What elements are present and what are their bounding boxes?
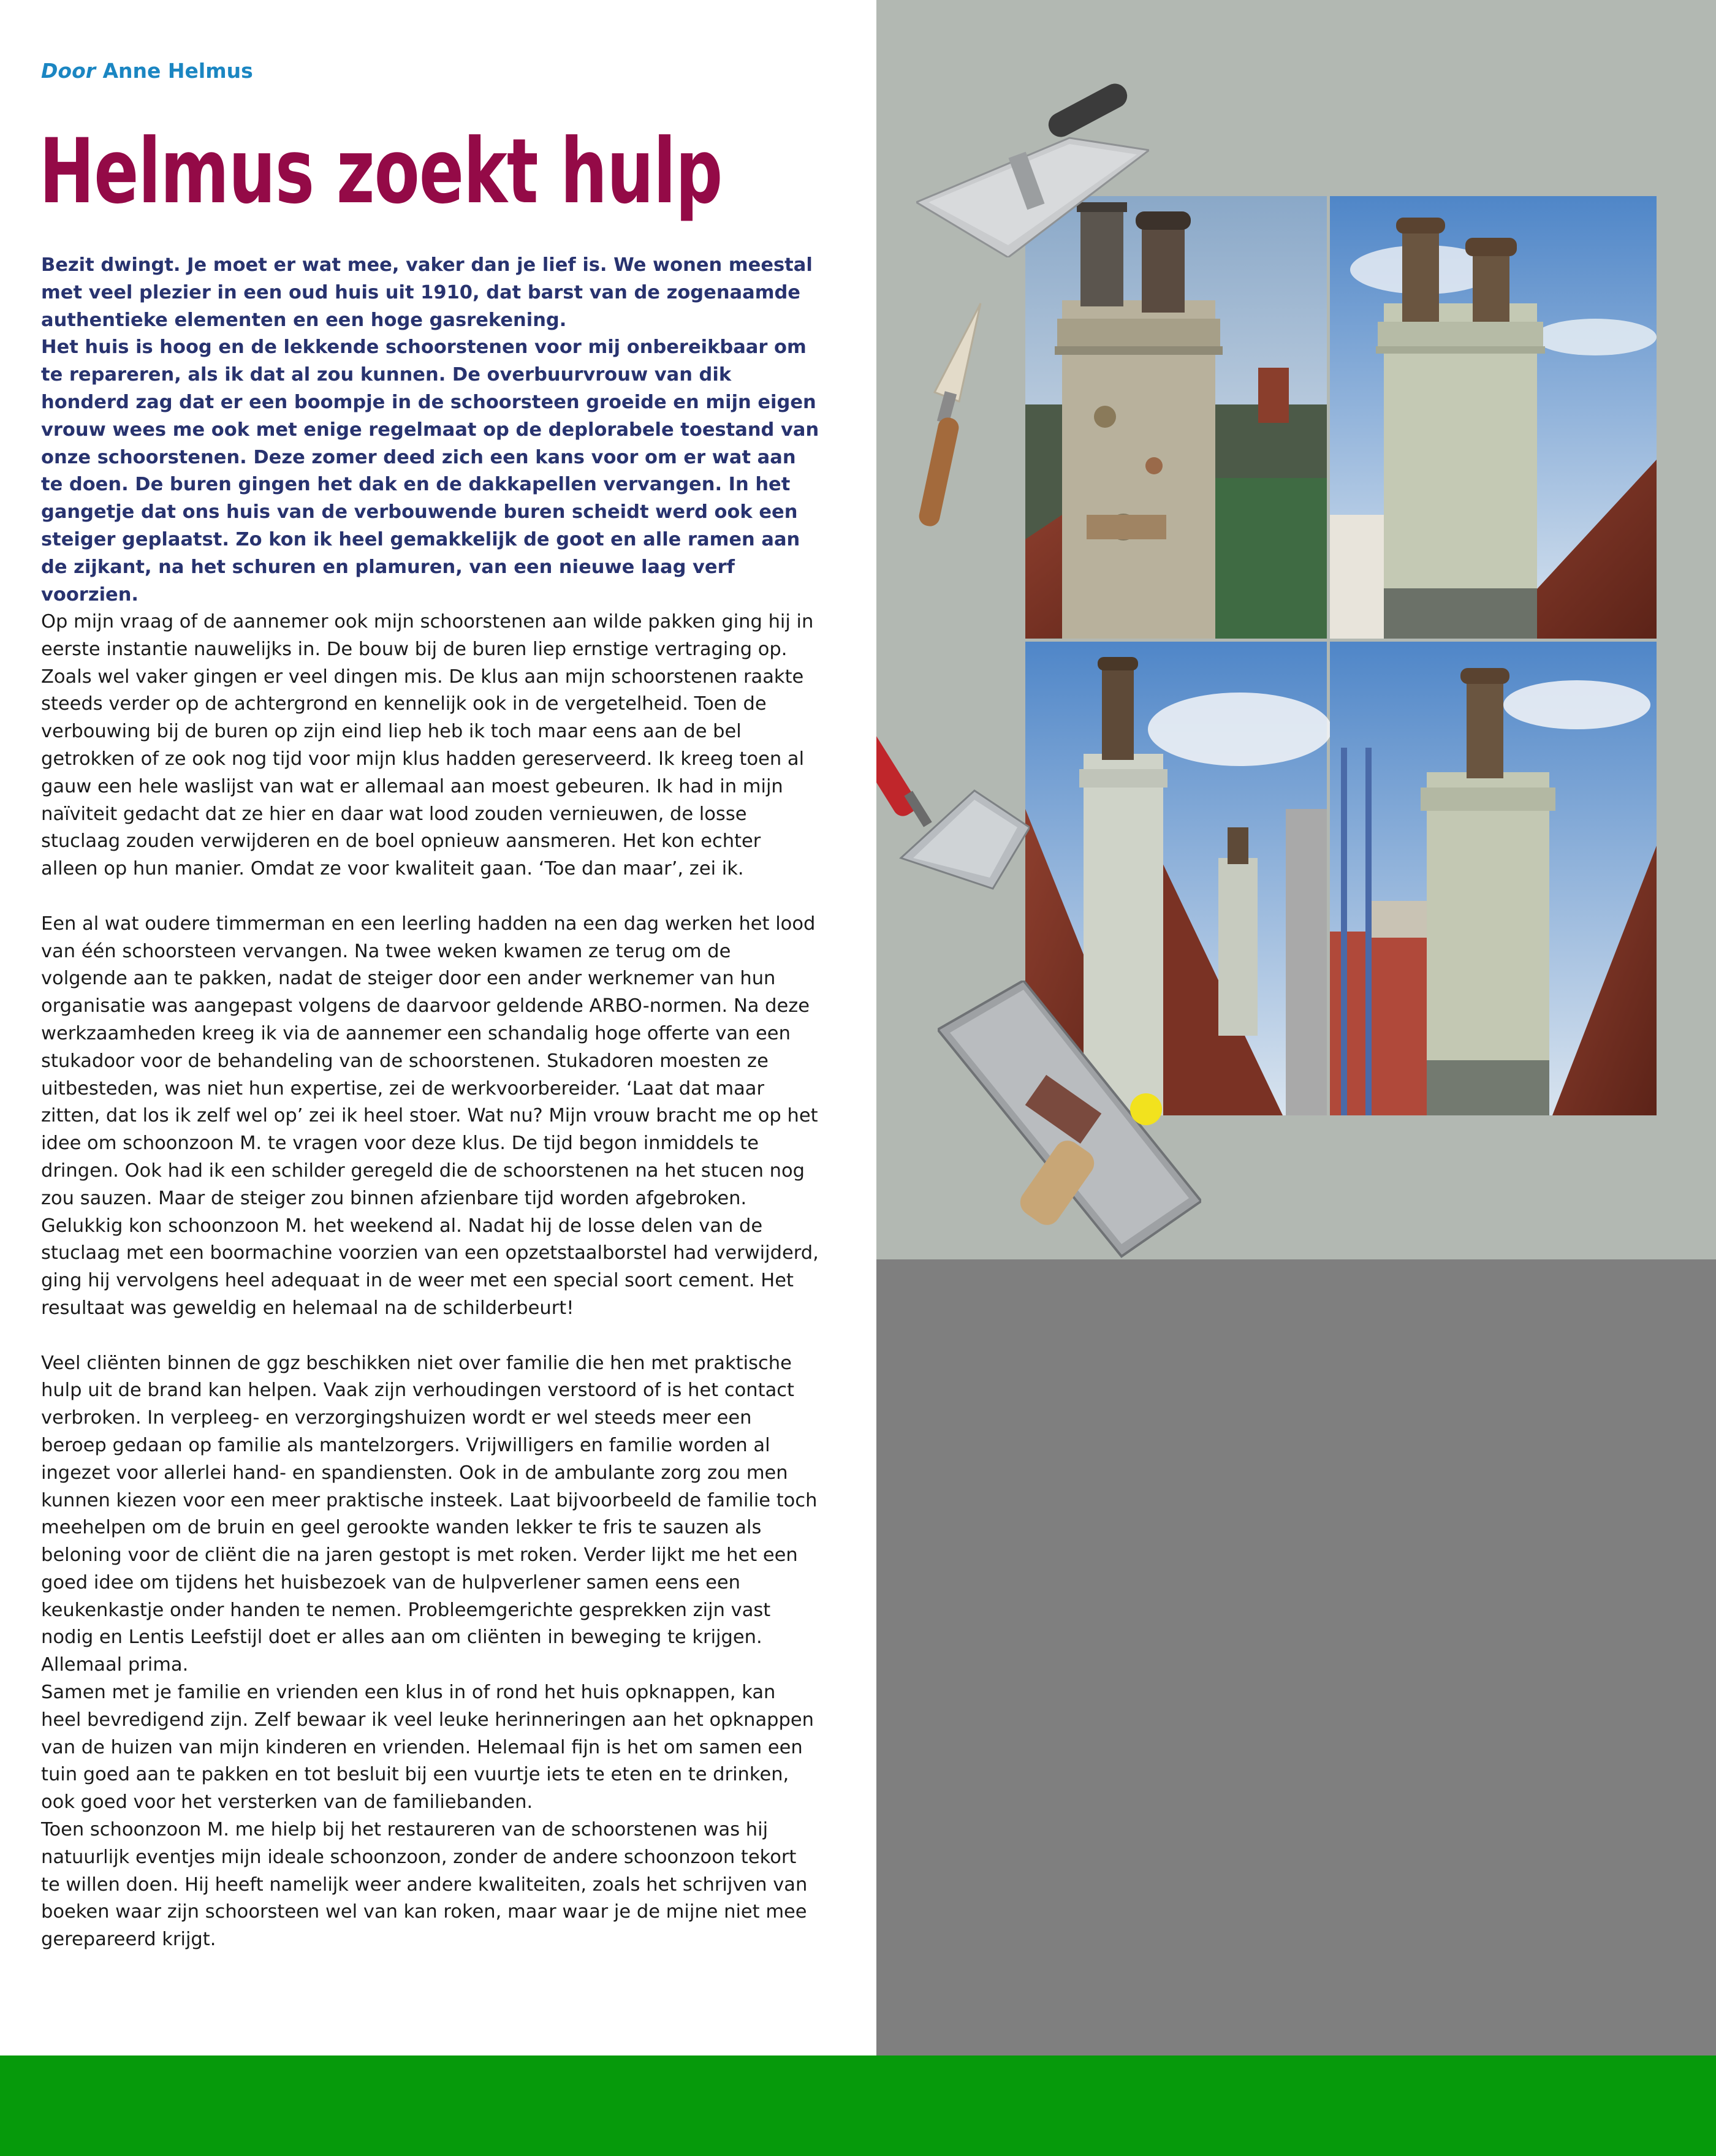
chimney-photo-after (1330, 196, 1657, 639)
chimney-photo-scaffold (1330, 642, 1657, 1115)
article-body (41, 609, 819, 1954)
byline (41, 59, 253, 83)
body-paragraph: Samen met je familie en vrienden een klus in of rond het huis opknappen, kan heel bevredigend zijn. Zelf bewaar ik veel leuke herinneringen aan het opknappen van de huizen van mijn kinderen en vrienden. Helemaal fijn is het om samen een tuin goed aan te pakken en tot besluit bij een vuurtje iets te eten en te drinken, ook goed voor het versterken van de familiebanden. (41, 1682, 814, 1813)
photo-panel (876, 0, 1716, 1259)
body-paragraph: Toen schoonzoon M. me hielp bij het restaureren van de schoorstenen was hij natuurlijk eventjes mijn ideale schoonzoon, zonder de andere schoonzoon tekort te willen doen. Hij heeft namelijk weer andere kwaliteiten, zoals het schrijven van boeken waar zijn schoorsteen wel van kan roken, maar waar je de mijne niet mee gerepareerd krijgt. (41, 1819, 808, 1951)
article-title: Helmus zoekt hulp (39, 120, 723, 224)
grey-panel (876, 1259, 1716, 2055)
byline-author: Anne Helmus (102, 59, 253, 83)
footer-bar (0, 2055, 1716, 2156)
pointing-trowel-icon (904, 300, 996, 533)
body-paragraph: Gelukkig kon schoonzoon M. het weekend al. Nadat hij de losse delen van de stuclaag met een boormachine voorzien van een opzetstaalborstel had verwijderd, ging hij vervolgens heel adequaat in de weer met een special soort cement. Het resultaat was geweldig en helemaal na de schilderbeurt! (41, 1215, 819, 1319)
chimney-photo-before (1025, 196, 1327, 639)
body-paragraph: Veel cliënten binnen de ggz beschikken niet over familie die hen met praktische hulp uit de brand kan helpen. Vaak zijn verhoudingen verstoord of is het contact verbroken. In verpleeg- en verzorgingshuizen wordt er wel steeds meer een beroep gedaan op familie als mantelzorgers. Vrijwilligers en familie worden al ingezet voor allerlei hand- en spandiensten. Ook in de ambulante zorg zou men kunnen kiezen voor een meer praktische insteek. Laat bijvoorbeeld de familie toch meehelpen om de bruin en geel gerookte wanden lekker te fris te sauzen als beloning voor de cliënt die na jaren gestopt is met roken. Verder lijkt me het een goed idee om tijdens het huisbezoek van de hulpverlener samen eens een keukenkastje onder handen te nemen. Probleemgerichte gesprekken zijn vast nodig en Lentis Leefstijl doet er alles aan om cliënten in beweging te krijgen. Allemaal prima. (41, 1352, 818, 1676)
lead-paragraph: Bezit dwingt. Je moet er wat mee, vaker dan je lief is. We wonen meestal met veel plezier in een oud huis uit 1910, dat barst van de zogenaamde authentieke elementen en een hoge gasrekening. (41, 254, 813, 331)
byline-prefix: Door (41, 59, 96, 83)
article-lead (41, 252, 819, 609)
body-paragraph: Een al wat oudere timmerman en een leerling hadden na een dag werken het lood van één schoorsteen vervangen. Na twee weken kwamen ze terug om de volgende aan te pakken, nadat de steiger door een ander werknemer van hun organisatie was aangepast volgens de daarvoor geldende ARBO-normen. Na deze werkzaamheden kreeg ik via de aannemer een schandalig hoge offerte van een stukadoor voor de behandeling van de schoorstenen. Stukadoren moesten ze uitbesteden, was niet hun expertise, zei de werkvoorbereider. ‘Laat dat maar zitten, dat los ik zelf wel op’ zei ik heel stoer. Wat nu? Mijn vrouw bracht me op het idee om schoonzoon M. te vragen voor deze klus. De tijd begon inmiddels te dringen. Ook had ik een schilder geregeld die de schoorstenen na het stucen nog zou sauzen. Maar de steiger zou binnen afzienbare tijd worden afgebroken. (41, 913, 818, 1209)
chimney-photo-collage (1025, 196, 1657, 1115)
lead-paragraph: Het huis is hoog en de lekkende schoorstenen voor mij onbereikbaar om te repareren, als ik dat al zou kunnen. De overbuurvrouw van dik honderd zag dat er een boompje in de schoorsteen groeide en mijn eigen vrouw wees me ook met enige regelmaat op de deplorabele toestand van onze schoorstenen. Deze zomer deed zich een kans voor om er wat aan te doen. De buren gingen het dak en de dakkapellen vervangen. In het gangetje dat ons huis van de verbouwende buren scheidt werd ook een steiger geplaatst. Zo kon ik heel gemakkelijk de goot en alle ramen aan de zijkant, na het schuren en plamuren, van een nieuwe laag verf voorzien. (41, 336, 819, 605)
putty-knife-icon (938, 981, 1201, 1259)
margin-trowel-icon (876, 717, 1030, 895)
plastering-trowel-icon (916, 80, 1149, 257)
body-paragraph: Op mijn vraag of de aannemer ook mijn schoorstenen aan wilde pakken ging hij in eerste instantie nauwelijks in. De bouw bij de buren liep ernstige vertraging op. Zoals wel vaker gingen er veel dingen mis. De klus aan mijn schoorstenen raakte steeds verder op de achtergrond en kennelijk ook in de vergetelheid. Toen de verbouwing bij de buren op zijn eind liep heb ik toch maar eens aan de bel getrokken of ze ook nog tijd voor mijn klus hadden gereserveerd. Ik kreeg toen al gauw een hele waslijst van wat er allemaal aan moest gebeuren. Ik had in mijn naïviteit gedacht dat ze hier en daar wat lood zouden vernieuwen, de losse stuclaag zouden verwijderen en de boel opnieuw aansmeren. Het kon echter alleen op hun manier. Omdat ze voor kwaliteit gaan. ‘Toe dan maar’, zei ik. (41, 611, 814, 880)
